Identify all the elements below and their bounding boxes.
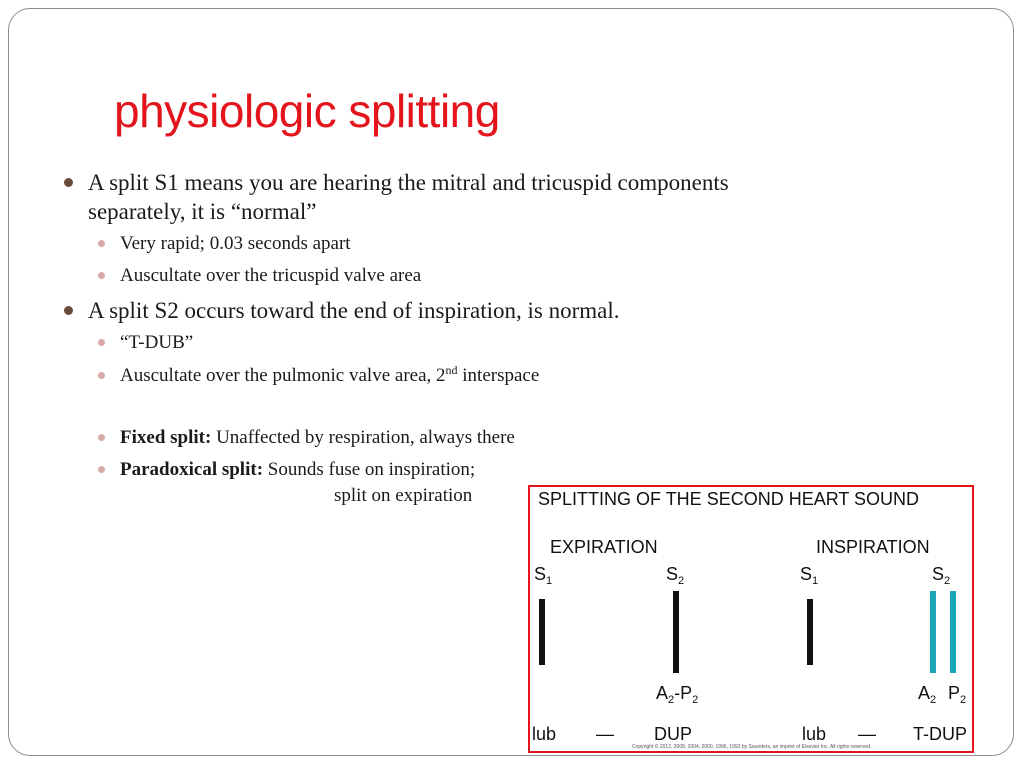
a2-label: $A_2$ [918,683,937,706]
sub-bullet-text: Auscultate over the pulmonic valve area, 2 [120,365,446,386]
s1-bar-inspiration [807,599,813,665]
tdup-label: T-DUP [913,724,967,744]
inspiration-label: INSPIRATION [816,537,930,557]
p2-bar-inspiration [950,591,956,673]
sub-bullet-rapid [120,232,840,256]
sub-bullet-text: Auscultate over the tricuspid valve area [120,265,422,286]
lub-label-inspiration: lub [802,724,827,744]
s1-label-expiration: $S_1$ [534,564,553,587]
copyright-notice: Copyright © 2012, 2008, 2004, 2000, 1996, 1992 by Saunders, an imprint of Elsevier Inc. All rights reserved. [632,744,872,750]
sub-bullet-pulmonic [120,364,840,388]
bullet-split-s1 [88,168,908,226]
bullet-text-line1: A split S1 means you are hearing the mitral and tricuspid components [88,170,729,195]
sub-bullet-dot [98,272,105,279]
sub-bullet-dot [98,339,105,346]
s2-label-inspiration: $S_2$ [932,564,951,587]
sub-bullet-dot [98,434,105,441]
s1-label-inspiration: $S_1$ [800,564,819,587]
bullet-dot [64,306,73,315]
p2-label: $P_2$ [948,683,967,706]
paradoxical-split-continuation: split on expiration [334,485,473,506]
bullet-text-line2: separately, it is “normal” [88,199,317,224]
a2-p2-label: $A_2-P_2$ [656,683,699,706]
figure-title: SPLITTING OF THE SECOND HEART SOUND [538,489,920,509]
sub-bullet-paradoxical-split [120,458,840,482]
sub-bullet-tricuspid [120,264,840,288]
bullet-dot [64,178,73,187]
fixed-split-label: Fixed split: [120,427,212,448]
slide-title: physiologic splitting [114,85,500,137]
sub-bullet-text: Very rapid; 0.03 seconds apart [120,233,351,254]
s2-label-expiration: $S_2$ [666,564,685,587]
paradoxical-split-text: Sounds fuse on inspiration; [263,459,476,480]
fixed-split-text: Unaffected by respiration, always there [211,427,515,448]
bullet-text: A split S2 occurs toward the end of inspiration, is normal. [88,298,620,323]
sub-bullet-text-end: interspace [457,365,540,386]
dup-label: DUP [654,724,693,744]
dash-expiration: — [596,724,614,744]
sub-bullet-text: “T-DUB” [120,332,194,353]
sub-bullet-dot [98,372,105,379]
a2-bar-inspiration [930,591,936,673]
s2-bar-expiration [673,591,679,673]
superscript: nd [445,363,458,377]
s1-bar-expiration [539,599,545,665]
paradoxical-split-label: Paradoxical split: [120,459,264,480]
sub-bullet-dot [98,466,105,473]
sub-bullet-dot [98,240,105,247]
heart-sound-figure [528,485,974,753]
bullet-split-s2 [88,296,908,325]
sub-bullet-tdub [120,331,840,355]
expiration-label: EXPIRATION [550,537,658,557]
sub-bullet-fixed-split [120,426,840,450]
lub-label-expiration: lub [532,724,557,744]
dash-inspiration: — [858,724,876,744]
